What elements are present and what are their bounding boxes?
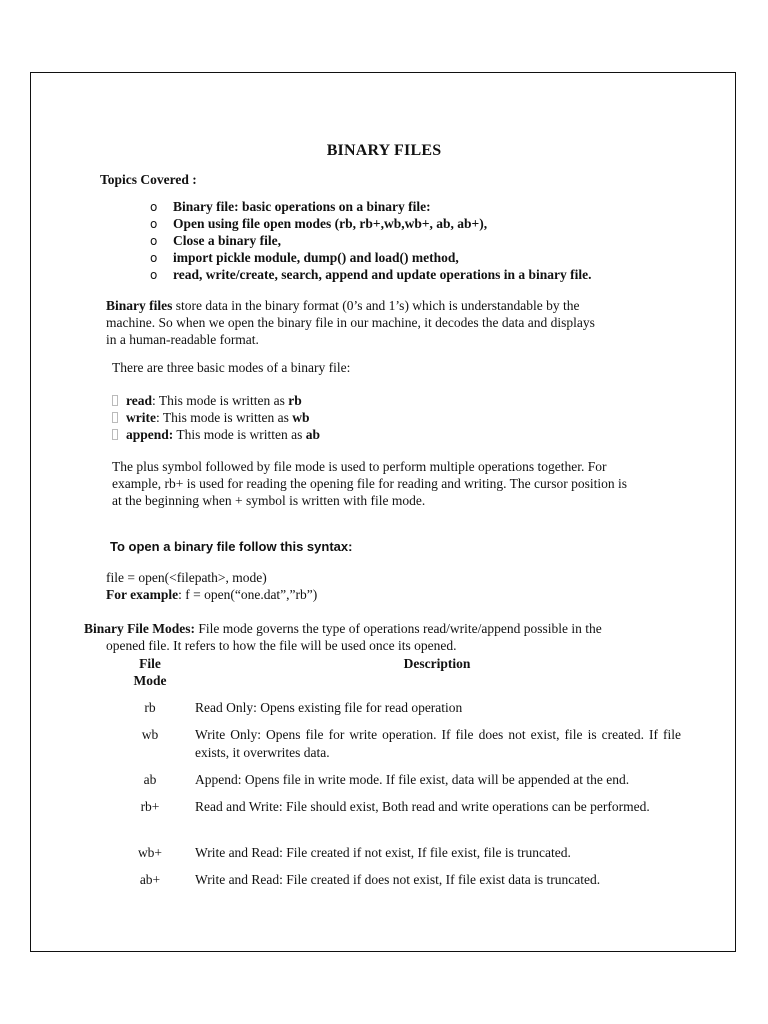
table-cell-description: Read and Write: File should exist, Both read and write operations can be performed. xyxy=(195,799,650,814)
list-item: o Binary file: basic operations on a binary file: xyxy=(150,199,431,214)
missing-glyph-icon xyxy=(112,395,118,406)
bullet-icon: o xyxy=(150,200,158,214)
bullet-icon: o xyxy=(150,251,158,265)
modes-intro: There are three basic modes of a binary file: xyxy=(112,360,351,375)
list-item: append: This mode is written as ab xyxy=(112,426,320,443)
table-cell-mode: rb xyxy=(144,700,156,715)
page-title: BINARY FILES xyxy=(326,142,442,159)
list-item: o Close a binary file, xyxy=(150,233,281,248)
topics-label: Topics Covered : xyxy=(100,172,197,187)
bullet-icon: o xyxy=(150,217,158,231)
example-line: For example: f = open(“one.dat”,”rb”) xyxy=(106,587,318,602)
list-item: o Open using file open modes (rb, rb+,wb,wb+, ab, ab+), xyxy=(150,216,488,231)
table-cell-description: Write and Read: File created if not exist, If file exist, file is truncated. xyxy=(195,845,571,860)
basic-modes-list xyxy=(112,392,320,443)
list-item: read: This mode is written as rb xyxy=(112,392,320,409)
list-item: write: This mode is written as wb xyxy=(112,409,320,426)
binary-files-term: Binary files xyxy=(106,298,173,313)
bullet-icon: o xyxy=(150,234,158,248)
table-cell-mode: rb+ xyxy=(140,799,160,814)
table-cell-description: Read Only: Opens existing file for read operation xyxy=(195,700,463,715)
missing-glyph-icon xyxy=(112,429,118,440)
list-item: o read, write/create, search, append and update operations in a binary file. xyxy=(150,267,592,282)
table-cell-mode: wb+ xyxy=(137,845,163,860)
file-modes-label: Binary File Modes: xyxy=(84,621,195,636)
table-cell-description: Write and Read: File created if does not exist, If file exist data is truncated. xyxy=(195,872,601,887)
intro-paragraph: Binary files store data in the binary format (0’s and 1’s) which is understandable by the machine. So when we open the binary file in our machine, it decodes the data and displays in a human-readable format. xyxy=(106,298,595,347)
table-header-description: Description xyxy=(403,656,471,671)
plus-symbol-paragraph: The plus symbol followed by file mode is used to perform multiple operations together. For example, rb+ is used for reading the opening file for reading and writing. The cursor position is at the beginning when + symbol is written with file mode. xyxy=(112,459,627,508)
syntax-line: file = open(<filepath>, mode) xyxy=(106,570,267,585)
table-header-mode: File Mode xyxy=(133,656,167,688)
table-cell-mode: wb xyxy=(141,727,159,742)
list-item: o import pickle module, dump() and load() method, xyxy=(150,250,459,265)
table-cell-mode: ab xyxy=(143,772,157,787)
bullet-icon: o xyxy=(150,268,158,282)
file-modes-paragraph: Binary File Modes: File mode governs the type of operations read/write/append possible in the opened file. It refers to how the file will be used once its opened. xyxy=(84,621,602,653)
missing-glyph-icon xyxy=(112,412,118,423)
table-cell-description: Append: Opens file in write mode. If file exist, data will be appended at the end. xyxy=(195,772,630,787)
table-cell-mode: ab+ xyxy=(139,872,161,887)
topics-list xyxy=(150,198,592,283)
syntax-heading: To open a binary file follow this syntax: xyxy=(110,539,353,554)
table-cell-description: Write Only: Opens file for write operation. If file does not exist, file is created. If file exists, it overwrites data. xyxy=(195,727,681,760)
